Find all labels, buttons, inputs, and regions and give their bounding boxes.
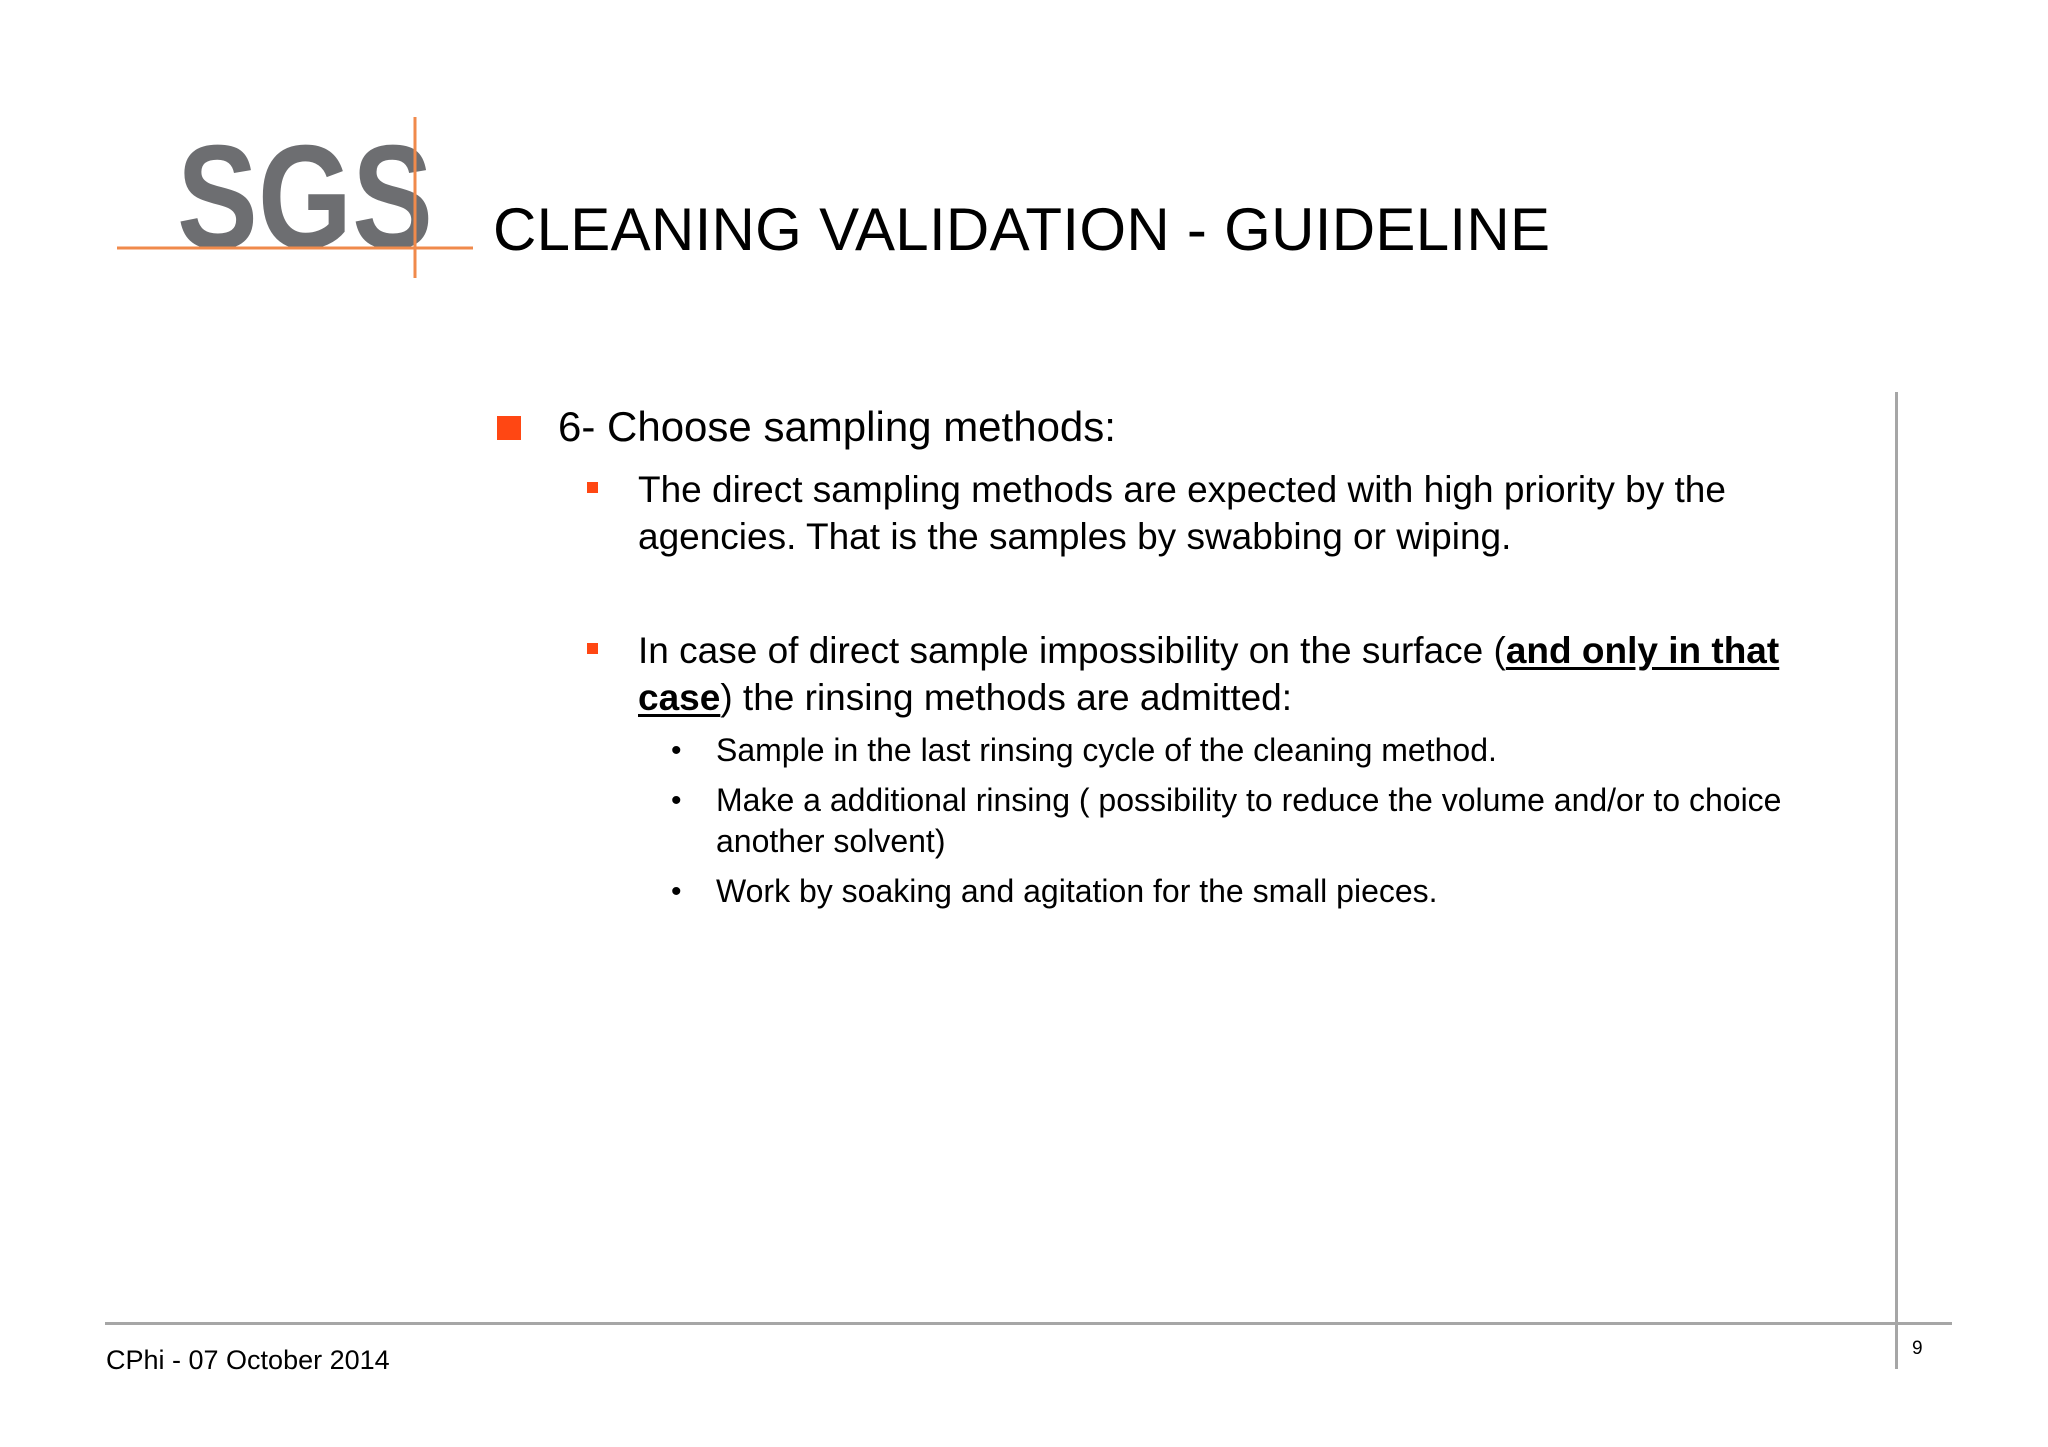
bullet-rinsing-methods xyxy=(638,627,1818,721)
subitem-last-rinsing: Sample in the last rinsing cycle of the cleaning method. xyxy=(716,732,1497,768)
round-bullet-icon: • xyxy=(671,875,682,908)
round-bullet-icon: • xyxy=(671,734,682,767)
page-number: 9 xyxy=(1912,1338,1923,1359)
footer-event-date: CPhi - 07 October 2014 xyxy=(106,1345,390,1375)
square-bullet-icon xyxy=(587,482,598,493)
bullet-rinsing-text-before: In case of direct sample impossibility on the surface ( xyxy=(638,630,1506,671)
logo-text: SGS xyxy=(177,115,433,280)
slide-title: CLEANING VALIDATION - GUIDELINE xyxy=(493,196,1551,263)
round-bullet-icon: • xyxy=(671,784,682,817)
footer-divider xyxy=(105,1322,1952,1325)
square-bullet-icon xyxy=(587,643,598,654)
square-bullet-icon xyxy=(497,416,521,440)
subitem-additional-rinsing: Make a additional rinsing ( possibility to reduce the volume and/or to choice another solvent) xyxy=(716,782,1782,859)
vertical-divider xyxy=(1895,392,1898,1369)
bullet-heading: 6- Choose sampling methods: xyxy=(558,403,1116,450)
bullet-rinsing-emphasis: and only in that case xyxy=(638,630,1780,718)
bullet-rinsing-text-after: ) the rinsing methods are admitted: xyxy=(720,677,1293,718)
bullet-direct-sampling: The direct sampling methods are expected with high priority by the agencies. That is the samples by swabbing or wiping. xyxy=(638,469,1726,557)
subitem-soaking: Work by soaking and agitation for the small pieces. xyxy=(716,873,1438,909)
